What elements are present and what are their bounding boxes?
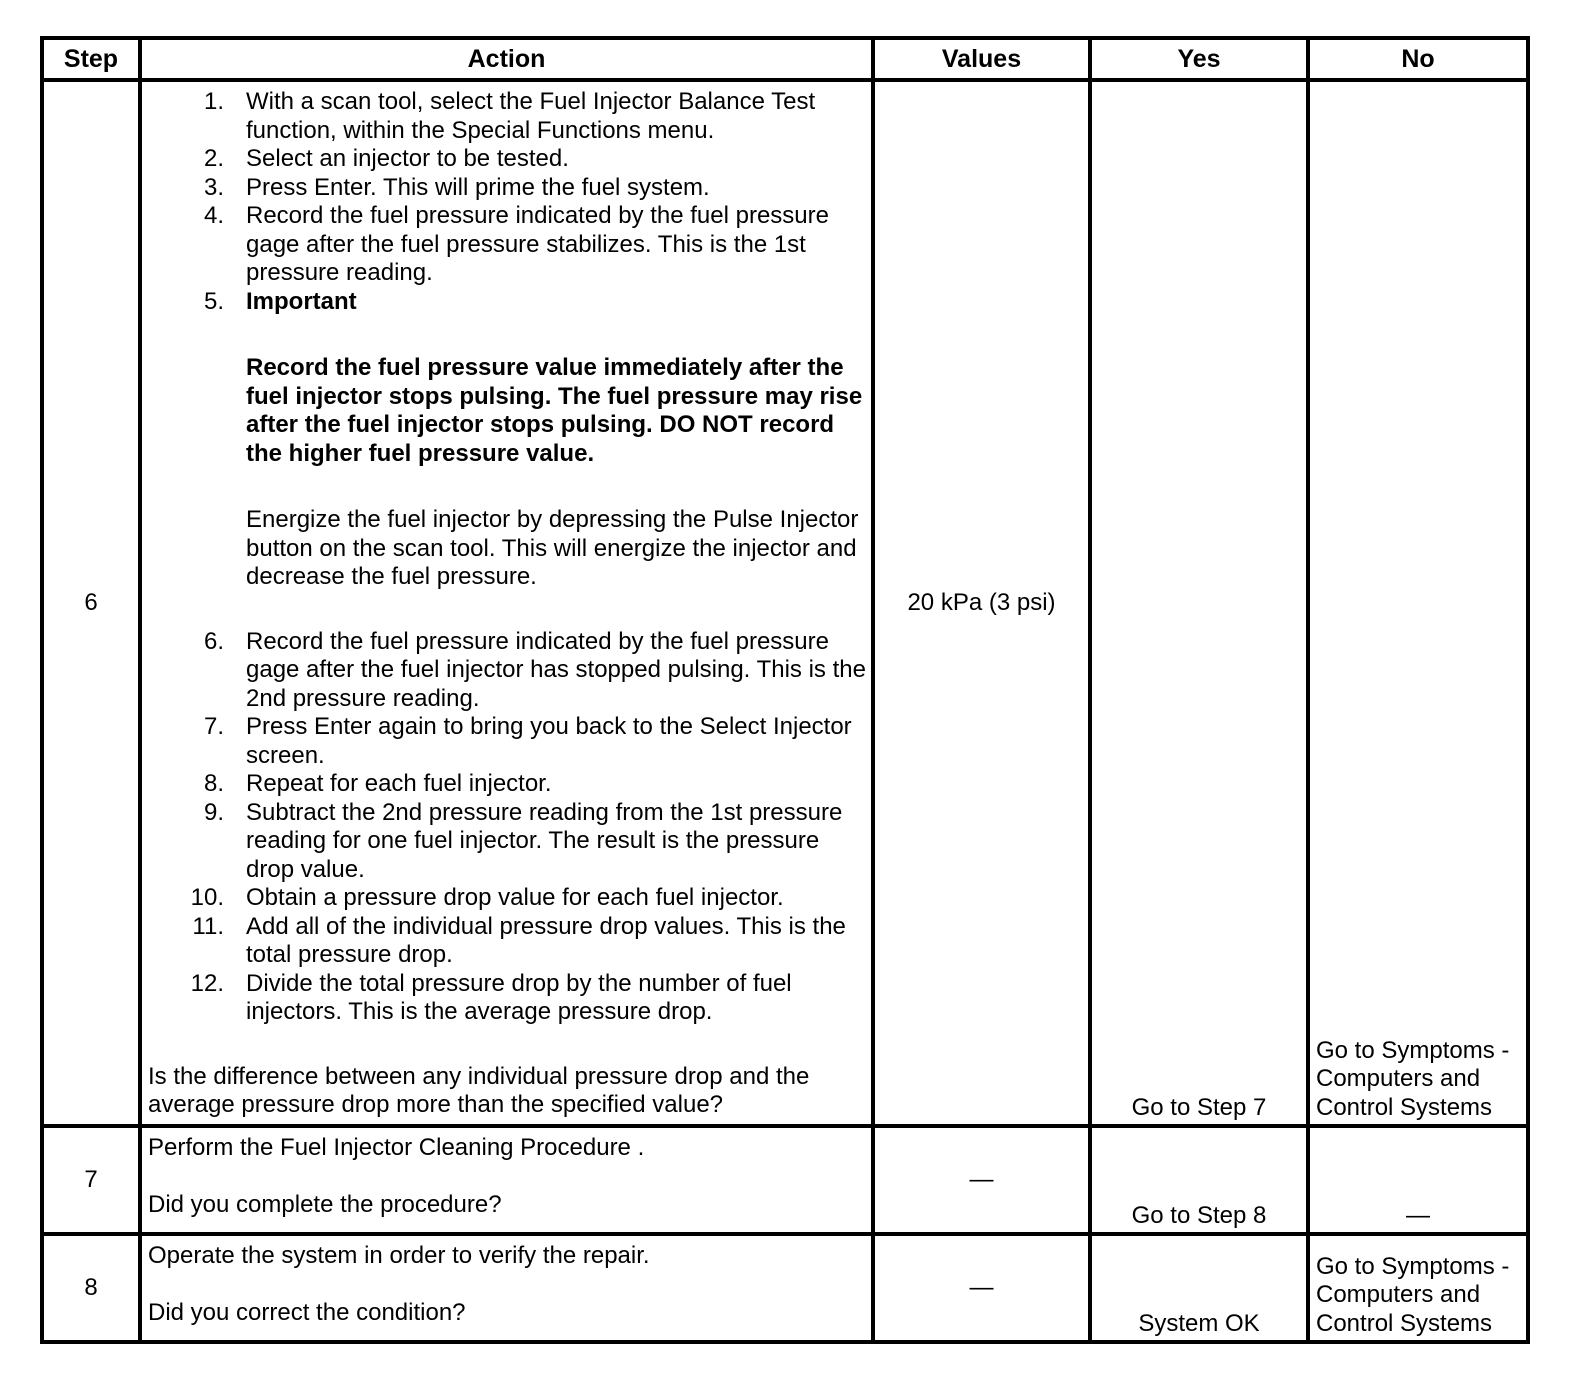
action-cell [140,1234,873,1342]
question-text: Is the difference between any individual pressure drop and the average pressure drop more than the specified value? [148,1062,810,1118]
list-number: 12. [190,969,224,997]
list-text: Record the fuel pressure indicated by the fuel pressure gage after the fuel injector has stopped pulsing. This is the 2nd pressure reading. [246,627,866,712]
energize-instruction: Energize the fuel injector by depressing the Pulse Injector button on the scan tool. This will energize the injector and decrease the fuel pressure. [246,506,859,590]
list-number: 8. [203,770,224,797]
procedure-list [148,88,867,1027]
list-text: Record the fuel pressure indicated by the fuel pressure gage after the fuel pressure stabilizes. This is the 1st pressure reading. [246,202,829,286]
list-text: Subtract the 2nd pressure reading from the 1st pressure reading for one fuel injector. The result is the pressure drop value. [246,798,843,883]
table-row [42,1234,1528,1342]
step-number: 7 [42,1126,140,1234]
header-row [42,38,1528,80]
list-item [148,713,867,770]
values-cell: — [873,1126,1090,1234]
list-number: 5. [203,287,224,315]
question-text: Did you complete the procedure? [148,1190,502,1218]
list-item [148,145,867,174]
step-number: 8 [42,1234,140,1342]
list-text: Add all of the individual pressure drop values. This is the total pressure drop. [246,912,846,968]
header-action: Action [140,38,873,80]
list-item [148,770,867,799]
values-cell: 20 kPa (3 psi) [873,80,1090,1126]
important-label: Important [246,287,357,315]
yes-cell: Go to Step 8 [1090,1126,1308,1234]
no-cell: Go to Symptoms - Computers and Control Systems [1308,1234,1528,1342]
list-number: 10. [190,884,224,911]
diagnostic-table [40,36,1530,1344]
list-number: 6. [203,627,224,655]
list-text: Select an injector to be tested. [246,145,569,172]
values-cell: — [873,1234,1090,1342]
list-text: Press Enter. This will prime the fuel system. [246,173,710,201]
list-number: 11. [192,912,224,940]
header-yes: Yes [1090,38,1308,80]
list-text: Divide the total pressure drop by the number of fuel injectors. This is the average pressure drop. [246,969,792,1025]
action-text: Operate the system in order to verify the repair. [148,1242,650,1269]
list-number: 1. [203,88,224,115]
yes-cell: Go to Step 7 [1090,80,1308,1126]
list-text: With a scan tool, select the Fuel Injector Balance Test function, within the Special Functions menu. [246,88,816,144]
important-note: Record the fuel pressure value immediately after the fuel injector stops pulsing. The fuel pressure may rise after the fuel injector stops pulsing. DO NOT record the higher fuel pressure value. [246,354,863,467]
list-text: Obtain a pressure drop value for each fuel injector. [246,884,784,911]
no-cell: Go to Symptoms - Computers and Control Systems [1308,80,1528,1126]
list-item [148,174,867,203]
list-item [148,288,867,628]
question-text: Did you correct the condition? [148,1298,466,1326]
list-item [148,799,867,885]
list-item [148,202,867,288]
yes-cell: System OK [1090,1234,1308,1342]
list-number: 3. [203,173,224,201]
list-text: Repeat for each fuel injector. [246,770,552,797]
header-no: No [1308,38,1528,80]
header-values: Values [873,38,1090,80]
list-item [148,970,867,1027]
action-cell [140,1126,873,1234]
action-text: Perform the Fuel Injector Cleaning Procedure . [148,1134,645,1161]
table-row [42,1126,1528,1234]
list-text: Press Enter again to bring you back to the Select Injector screen. [246,713,852,769]
no-cell: — [1308,1126,1528,1234]
list-number: 9. [203,798,224,826]
list-item [148,628,867,714]
list-number: 7. [203,713,224,740]
header-step: Step [42,38,140,80]
list-number: 4. [203,202,224,229]
table-row [42,80,1528,1126]
action-cell [140,80,873,1126]
list-item [148,88,867,145]
list-item [148,884,867,913]
list-item [148,913,867,970]
step-number: 6 [42,80,140,1126]
list-number: 2. [203,145,224,172]
